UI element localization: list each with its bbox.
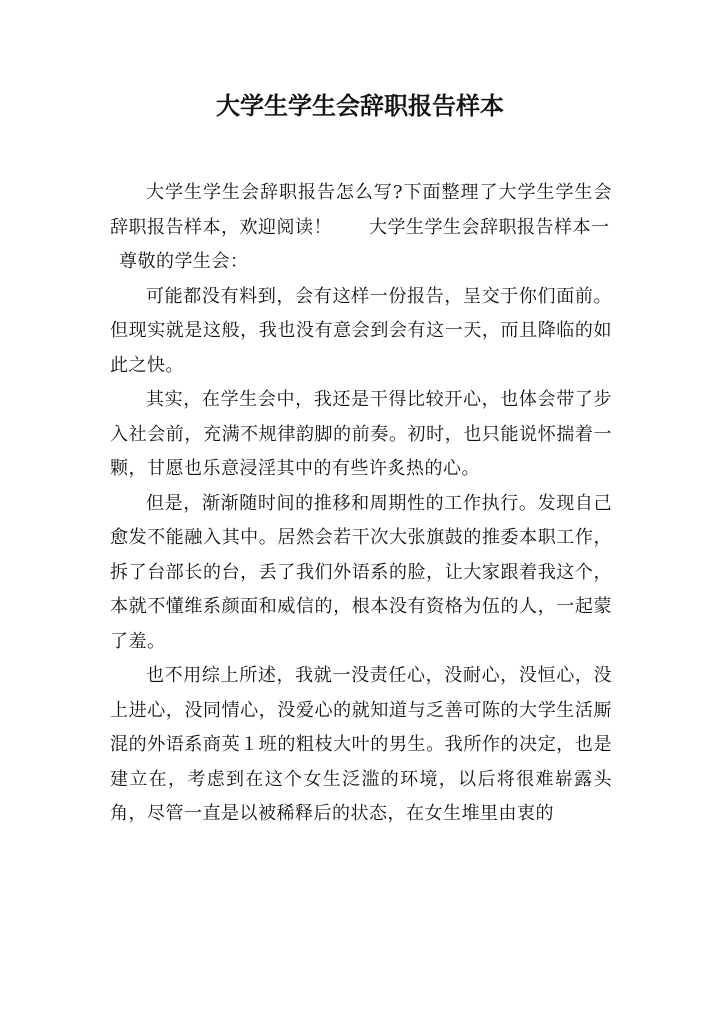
body-paragraph: 也不用综上所述，我就一没责任心，没耐心，没恒心，没上进心，没同情心，没爱心的就知道与乏善可陈的大学生活厮混的外语系商英１班的粗枝大叶的男生。我所作的决定，也是建立在，考虑到在这个女生泛滥的环境，以后将很难崭露头角，尽管一直是以被稀释后的状态，在女生堆里由衷的 <box>110 665 612 824</box>
body-paragraph: 可能都没有料到，会有这样一份报告，呈交于你们面前。但现实就是这般，我也没有意会到会有这一天，而且降临的如此之快。 <box>110 285 612 376</box>
document-body <box>110 176 612 832</box>
intro-paragraph: 大学生学生会辞职报告怎么写?下面整理了大学生学生会辞职报告样本，欢迎阅读！ 大学生学生会辞职报告样本一 <box>110 182 612 238</box>
body-paragraph: 其实，在学生会中，我还是干得比较开心，也体会带了步入社会前，充满不规律韵脚的前奏。初时，也只能说怀揣着一颗，甘愿也乐意浸淫其中的有些许炙热的心。 <box>110 389 612 479</box>
body-paragraph: 但是，渐渐随时间的推移和周期性的工作执行。发现自己愈发不能融入其中。居然会若干次大张旗鼓的推委本职工作，拆了台部长的台，丢了我们外语系的脸，让大家跟着我这个，本就不懂维系颜面和威信的，根本没有资格为伍的人，一起蒙了羞。 <box>110 492 612 652</box>
salutation: 尊敬的学生会： <box>119 251 249 272</box>
document-title: 大学生学生会辞职报告样本 <box>216 92 504 120</box>
